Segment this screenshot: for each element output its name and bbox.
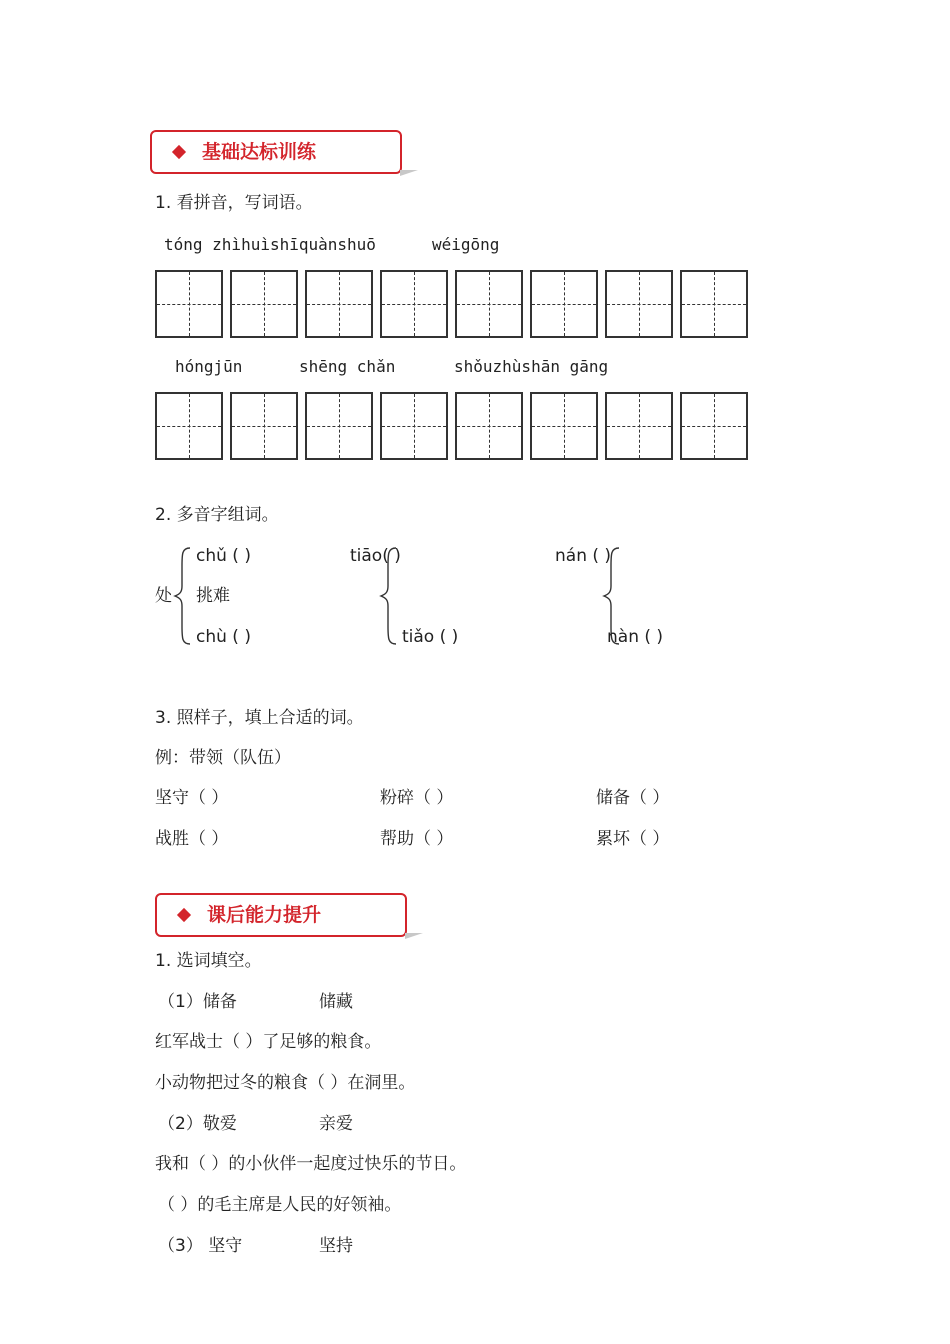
word-option-label: （1）储备 — [158, 992, 237, 1012]
polyphone-3-bottom: nàn ( ) — [607, 627, 664, 647]
diamond-icon — [172, 145, 186, 159]
writing-cell[interactable] — [605, 270, 673, 338]
word-option: 坚持 — [319, 1236, 353, 1256]
fill-item: 储备（ ） — [596, 788, 670, 808]
section-title: 课后能力提升 — [207, 904, 322, 926]
fill-sentence: 我和（ ）的小伙伴一起度过快乐的节日。 — [155, 1154, 467, 1174]
pinyin-row2-c: shǒuzhùshān gāng — [454, 357, 609, 376]
question-3-stem: 3. 照样子，填上合适的词。 — [155, 708, 364, 728]
writing-cell[interactable] — [680, 392, 748, 460]
brace-icon — [172, 546, 194, 646]
fill-sentence: 红军战士（ ）了足够的粮食。 — [155, 1032, 382, 1052]
section-banner-basic — [150, 130, 402, 174]
writing-cell[interactable] — [155, 270, 223, 338]
writing-cell[interactable] — [680, 270, 748, 338]
polyphone-2-bottom: tiǎo ( ) — [402, 627, 459, 647]
pinyin-row1-b: wéigōng — [432, 235, 500, 254]
pinyin-row1-a: tóng zhìhuìshīquànshuō — [164, 235, 376, 254]
writing-cell[interactable] — [230, 392, 298, 460]
pinyin-row2-b: shēng chǎn — [299, 357, 396, 376]
polyphone-1-bottom: chù ( ) — [196, 627, 251, 647]
writing-cell[interactable] — [455, 270, 523, 338]
polyphone-3-top: nán ( ) — [555, 546, 612, 566]
word-option-label: （3） 坚守 — [158, 1236, 243, 1256]
section-title: 基础达标训练 — [202, 141, 317, 163]
writing-grid-row-1 — [155, 270, 748, 338]
writing-cell[interactable] — [230, 270, 298, 338]
pinyin-row2-a: hóngjūn — [175, 357, 243, 376]
fill-sentence: 小动物把过冬的粮食（ ）在洞里。 — [155, 1073, 416, 1093]
diamond-icon — [177, 908, 191, 922]
example-line: 例：带领（队伍） — [155, 748, 291, 768]
polyphone-1-top: chǔ ( ) — [196, 546, 251, 566]
section-banner-advanced — [155, 893, 407, 937]
writing-grid-row-2 — [155, 392, 748, 460]
fill-item: 帮助（ ） — [380, 829, 454, 849]
word-option-label: （2）敬爱 — [158, 1114, 237, 1134]
polyphone-char-1: 处 — [155, 586, 172, 606]
writing-cell[interactable] — [605, 392, 673, 460]
question-1-stem: 1. 看拼音，写词语。 — [155, 193, 313, 213]
writing-cell[interactable] — [380, 392, 448, 460]
fill-sentence: （ ）的毛主席是人民的好领袖。 — [158, 1195, 402, 1215]
writing-cell[interactable] — [155, 392, 223, 460]
question-1-stem: 1. 选词填空。 — [155, 951, 262, 971]
writing-cell[interactable] — [530, 392, 598, 460]
writing-cell[interactable] — [530, 270, 598, 338]
writing-cell[interactable] — [455, 392, 523, 460]
question-2-stem: 2. 多音字组词。 — [155, 505, 279, 525]
word-option: 储藏 — [319, 992, 353, 1012]
fill-item: 战胜（ ） — [155, 829, 229, 849]
writing-cell[interactable] — [305, 270, 373, 338]
fill-item: 坚守（ ） — [155, 788, 229, 808]
writing-cell[interactable] — [305, 392, 373, 460]
fill-item: 累坏（ ） — [596, 829, 670, 849]
polyphone-2-top: tiāo( ) — [350, 546, 401, 566]
fill-item: 粉碎（ ） — [380, 788, 454, 808]
polyphone-2-char: 挑难 — [196, 586, 230, 606]
word-option: 亲爱 — [319, 1114, 353, 1134]
writing-cell[interactable] — [380, 270, 448, 338]
